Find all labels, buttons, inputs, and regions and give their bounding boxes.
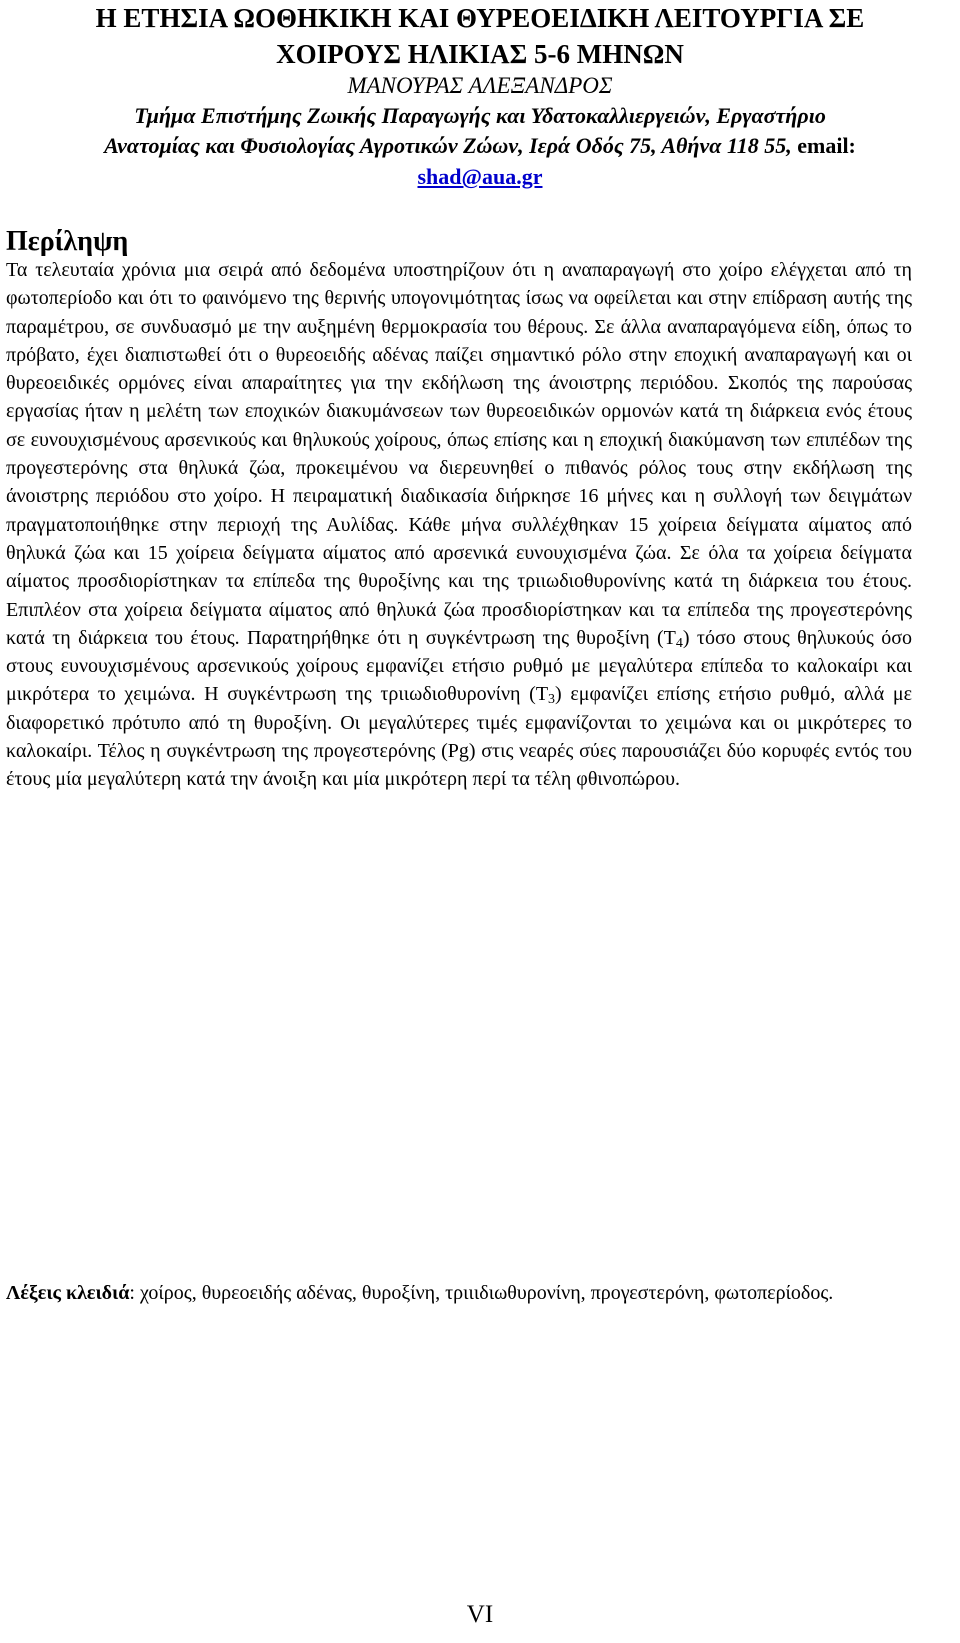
paper-title-line-2: ΧΟΙΡΟΥΣ ΗΛΙΚΙΑΣ 5-6 ΜΗΝΩΝ (276, 39, 684, 69)
keywords-paragraph (6, 1279, 912, 1308)
page-number: VI (466, 1601, 494, 1628)
abstract-text-part-3: ) εμφανίζει επίσης ετήσιο ρυθμό, αλλά με διαφορετικό πρότυπο από τη θυροξίνη. Οι μεγαλύτερες τιμές εμφανίζονται το χειμώνα και οι μικρότερες το καλοκαίρι. Τέλος η συγκέντρωση της προγεστερόνης (Pg) στις νεαρές σύες παρουσιάζει δύο κορυφές εντός του έτους μία μεγαλύτερη κατά την άνοιξη και μία μικρότερη περί τα τέλη φθινοπώρου. (6, 683, 912, 791)
abstract-text-part-2: ) τόσο στους θηλυκούς όσο στους ευνουχισμένους αρσενικούς χοίρους εμφανίζει ετήσιο ρυθμό με μεγαλύτερα επίπεδα το καλοκαίρι και μικρότερα το χειμώνα. Η συγκέντρωση της τριιωδιοθυρονίνη (T (6, 626, 912, 706)
abstract-text-part-1: Τα τελευταία χρόνια μια σειρά από δεδομένα υποστηρίζουν ότι η αναπαραγωγή στο χοίρο ελέγχεται από τη φωτοπερίοδο και ότι το φαινόμενο της θερινής υπογονιμότητας ίσως να οφείλεται και στην επίδραση αυτής της παραμέτρου, σε συνδυασμό με την αυξημένη θερμοκρασία του θέρους. Σε άλλα αναπαραγόμενα είδη, όπως το πρόβατο, έχει διαπιστωθεί ότι ο θυρεοειδής αδένας παίζει σημαντικό ρόλο στην εποχική αναπαραγωγή και οι θυρεοειδικές ορμόνες είναι απαραίτητες για την εκδήλωση της άνοιστρης περιόδου. Σκοπός της παρούσας εργασίας ήταν η μελέτη των εποχικών διακυμάνσεων των θυρεοειδικών ορμονών κατά τη διάρκεια ενός έτους σε ευνουχισμένους αρσενικούς και θηλυκούς χοίρους, όπως επίσης και η εποχική διακύμανση των επιπέδων της προγεστερόνης στα θηλυκά ζώα, προκειμένου να διερευνηθεί ο πιθανός ρόλος τους στην εκδήλωση της άνοιστρης περιόδου στο χοίρο. Η πειραματική διαδικασία διήρκησε 16 μήνες και η συλλογή των δειγμάτων πραγματοποιήθηκε στην περιοχή της Αυλίδας. Κάθε μήνα συλλέχθηκαν 15 χοίρεια δείγματα αίματος από θηλυκά ζώα και 15 χοίρεια δείγματα αίματος από αρσενικά ευνουχισμένα ζώα. Σε όλα τα χοίρεια δείγματα αίματος προσδιορίστηκαν τα επίπεδα της θυροξίνης και της τριιωδιοθυρονίνης κατά τη διάρκεια του έτους. Επιπλέον στα χοίρεια δείγματα αίματος από θηλυκά ζώα προσδιορίστηκαν και τα επίπεδα της προγεστερόνης κατά τη διάρκεια του έτους. Παρατηρήθηκε ότι η συγκέντρωση της θυροξίνη (T (6, 259, 912, 649)
email-label: email: (797, 133, 856, 158)
author-name: ΜΑΝΟΥΡΑΣ ΑΛΕΞΑΝΔΡΟΣ (347, 73, 613, 98)
affiliation-line-1: Τμήμα Επιστήμης Ζωικής Παραγωγής και Υδατοκαλλιεργειών, Εργαστήριο (134, 103, 826, 128)
paper-title-line-1: Η ΕΤΗΣΙΑ ΩΟΘΗΚΙΚΗ ΚΑΙ ΘΥΡΕΟΕΙΔΙΚΗ ΛΕΙΤΟΥΡΓΙΑ ΣΕ (95, 3, 865, 33)
affiliation-line-2 (0, 131, 960, 161)
abstract-heading: Περίληψη (6, 226, 129, 257)
email-link[interactable]: shad@aua.gr (417, 164, 543, 189)
abstract-body (6, 256, 912, 794)
keywords-list: χοίρος, θυρεοειδής αδένας, θυροξίνη, τριιιδιωθυρονίνη, προγεστερόνη, φωτοπερίοδος. (134, 1282, 834, 1304)
paper-header (0, 0, 960, 192)
t3-subscript: 3 (548, 692, 556, 708)
keywords-label: Λέξεις κλειδιά (6, 1282, 130, 1304)
t4-subscript: 4 (675, 635, 683, 651)
affiliation-address: Ανατομίας και Φυσιολογίας Αγροτικών Ζώων, Ιερά Οδός 75, Αθήνα 118 55, (104, 133, 792, 158)
keywords-separator: : (129, 1282, 135, 1304)
